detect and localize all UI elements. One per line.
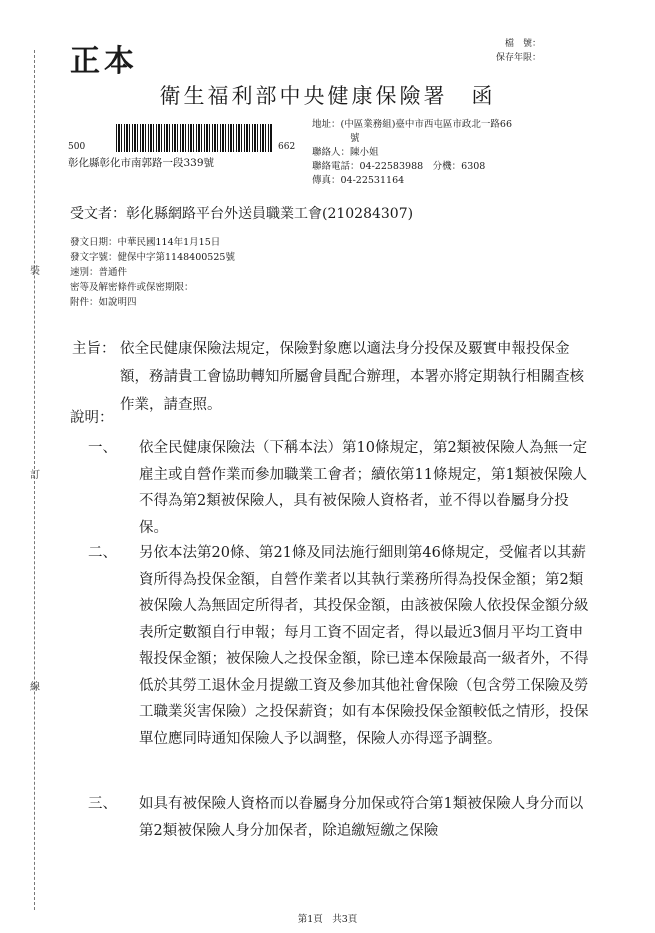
delivery-speed: 速別：普通件 [70, 267, 128, 278]
subject-text: 依全民健康保險法規定，保險對象應以適法身分投保及覈實申報投保金額，務請貴工會協助轉知所屬會員配合辦理，本署亦將定期執行相關查核作業，請查照。 [120, 341, 584, 413]
file-number-label: 檔 號： [504, 39, 541, 49]
recipient: 受文者：彰化縣網路平台外送員職業工會(210284307) [70, 206, 414, 222]
item-text: 另依本法第20條、第21條及同法施行細則第46條規定，受僱者以其薪資所得為投保金額，自營作業者以其執行業務所得為投保金額；第2類被保險人為無固定所得者，其投保金額，由該被保險人依投保金額分級表所定數額自行申報；每月工資不固定者，得以最近3個月平均工資申報投保金額；被保險人之投保金額，除已達本保險最高一級者外，不得低於其勞工退休金月提繳工資及參加其他社會保險（包含勞工保險及勞工職業災害保險）之投保薪資；如有本保險投保金額較低之情形，投保單位應同時通知保險人予以調整，保險人亦得逕予調整。 [139, 545, 589, 747]
copy-label: 正本 [70, 44, 138, 79]
item-number: 一、 [88, 440, 117, 456]
issue-number: 發文字號：健保中字第1148400525號 [70, 252, 235, 263]
postal-code: 500 [68, 142, 86, 152]
archive-info [496, 37, 541, 65]
sender-address-cont: 號 [350, 133, 360, 144]
subject-label: 主旨： [72, 341, 116, 357]
item-number: 二、 [88, 545, 117, 561]
secrecy-level: 密等及解密條件或保密期限： [70, 282, 194, 293]
sender-address: 地址：(中區業務組)臺中市西屯區市政北一路66 [312, 119, 513, 130]
contact-fax: 傳真：04-22531164 [312, 175, 405, 186]
binding-mark-bind: 裝 [30, 266, 40, 277]
item-text: 依全民健康保險法（下稱本法）第10條規定，第2類被保險人為無一定雇主或自營作業而參加職業工會者；續依第11條規定，第1類被保險人不得為第2類被保險人，具有被保險人資格者，並不得以眷屬身分投保。 [139, 440, 588, 536]
item-text: 如具有被保險人資格而以眷屬身分加保或符合第1類被保險人身分而以第2類被保險人身分加保者，除追繳短繳之保險 [139, 796, 584, 839]
binding-mark-line: 線 [30, 682, 40, 693]
item-number: 三、 [88, 796, 117, 812]
contact-phone: 聯絡電話：04-22583988 分機：6308 [312, 161, 486, 172]
document-meta [70, 235, 235, 310]
contact-person: 聯絡人：陳小姐 [312, 147, 379, 158]
binding-mark-staple: 訂 [30, 470, 40, 481]
explanation-label: 說明： [70, 410, 114, 426]
page-footer: 第1頁 共3頁 [297, 914, 358, 925]
issue-date: 發文日期：中華民國114年1月15日 [70, 237, 221, 248]
mail-barcode-block [68, 120, 298, 169]
attachment: 附件：如說明四 [70, 297, 137, 308]
agency-title: 衛生福利部中央健康保險署 函 [159, 84, 496, 108]
barcode [116, 124, 272, 152]
recipient-address: 彰化縣彰化市南郭路一段339號 [68, 157, 215, 169]
barcode-suffix: 662 [278, 142, 296, 152]
sender-contact [312, 118, 612, 188]
retention-label: 保存年限： [495, 53, 541, 63]
